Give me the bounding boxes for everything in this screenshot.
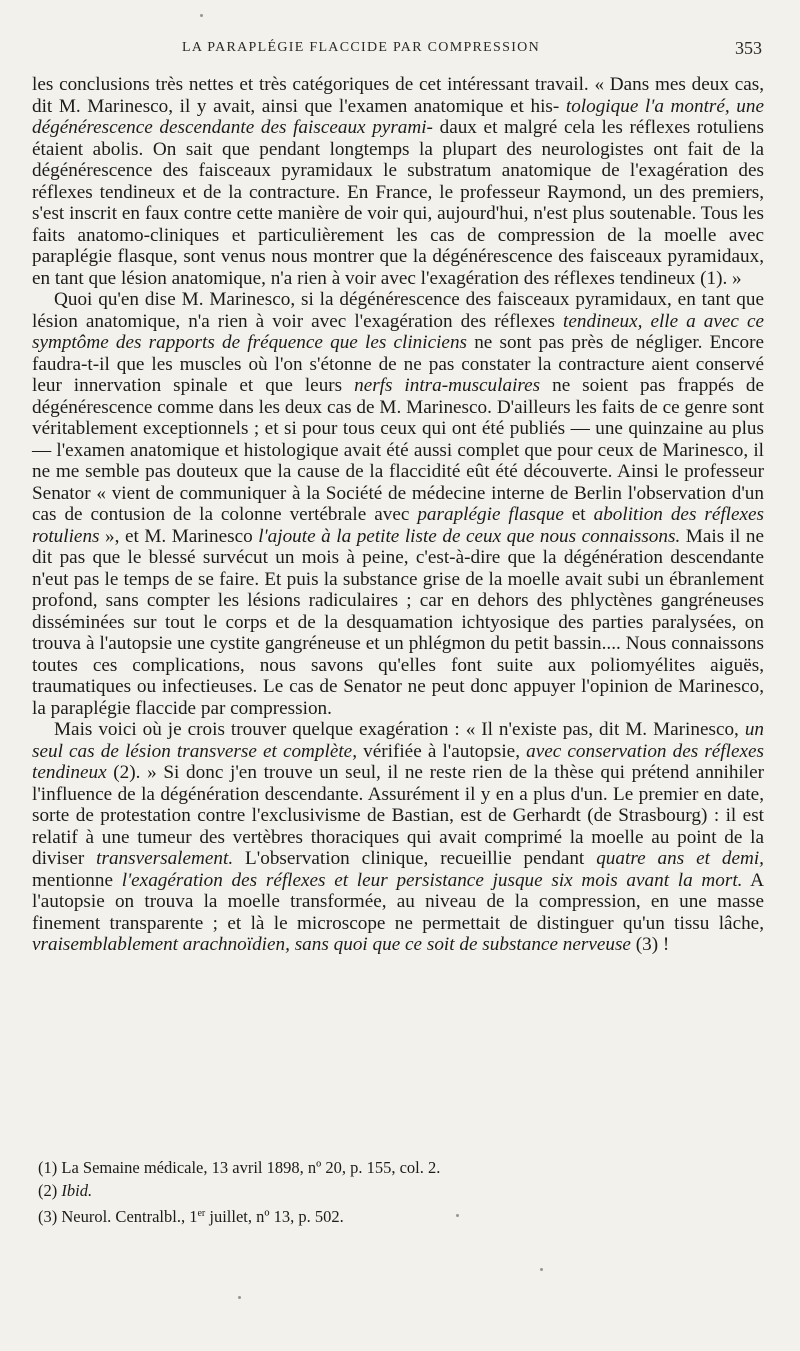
paragraph-2-italic-h: abolition des réflexes rotuliens <box>32 504 765 547</box>
paper-speck <box>238 1296 241 1299</box>
footnote-2-number: (2) <box>38 1181 62 1200</box>
paper-speck <box>540 1268 543 1271</box>
paragraph-2 <box>32 289 764 719</box>
paragraph-3-text-i: mentionne <box>32 869 122 891</box>
paragraph-1-text-c: daux et malgré cela les réflexes rotuliens étaient abolis. On sait que pendant longtemps la plupart des neurologistes ont fait de la dégénérescence des faisceaux pyramidaux le substratum anatomique de l'exagération des réflexes tendineux et de la contracture. En France, le professeur Raymond, un des premiers, s'est inscrit en faux contre cette manière de voir qui, aujourd'hui, n'est plus soutenable. Tous les faits anatomo-cliniques et particulièrement les cas de compression de la moelle avec paraplégie flasque, sont venus nous montrer que la dégénérescence des faisceaux pyramidaux, en tant que lésion anatomique, n'a rien à voir avec l'exagération des réflexes tendineux (1). » <box>32 117 764 289</box>
paragraph-2-italic-b: tendineux, elle a avec ce symptôme des rapports de fréquence que les cliniciens <box>32 310 765 353</box>
paragraph-2-italic-j: l'ajoute à la petite liste de ceux que nous connaissons. <box>258 525 681 547</box>
running-title: LA PARAPLÉGIE FLACCIDE PAR COMPRESSION <box>182 40 540 55</box>
footnote-2-ibid: Ibid. <box>61 1181 93 1200</box>
footnote-3-text-a: (3) Neurol. Centralbl., 1 <box>38 1207 198 1226</box>
paragraph-1 <box>32 74 764 289</box>
running-head <box>32 38 792 62</box>
paragraph-3-text-a: Mais voici où je crois trouver quelque exagération : « Il n'existe pas, dit M. Marinesco, <box>54 719 745 740</box>
paragraph-2-text-i: », et M. Marinesco <box>99 525 259 547</box>
paper-speck <box>456 1214 459 1217</box>
paragraph-2-italic-f: paraplégie flasque <box>417 504 564 525</box>
paragraph-3-italic-l: vraisemblablement arachnoïdien, sans quoi que ce soit de substance nerveuse <box>32 934 631 955</box>
paragraph-3-italic-h: quatre ans et demi, <box>596 848 764 869</box>
paragraph-3-italic-d: avec conservation des réflexes tendineux <box>32 740 764 783</box>
footnotes <box>38 1156 758 1228</box>
paragraph-2-italic-d: nerfs intra-musculaires <box>354 375 541 396</box>
paper-speck <box>200 14 203 17</box>
paragraph-3-text-e: (2). » Si donc j'en trouve un seul, il ne reste rien de la thèse qui prétend annihiler l'influence de la dégénération descendante. Assurément il y en a plus d'un. Le premier en date, sorte de protestation contre l'exclusivisme de Bastian, est de Gerhardt (de Strasbourg) : il est relatif à une tumeur des vertèbres thoraciques qui avait comprimé la moelle au point de la diviser <box>32 762 764 869</box>
footnote-3-superscript: er <box>197 1208 206 1219</box>
paragraph-2-text-e: ne soient pas frappés de dégénérescence comme dans les deux cas de M. Marinesco. D'ailleurs les faits de ce genre sont véritablement exceptionnels ; et si pour tous ceux qui ont été publiés — une quinzaine au plus — l'examen anatomique et histologique avait été aussi complet que pour ceux de Marinesco, il ne me semble pas douteux que la cause de la flaccidité eût été découverte. Ainsi le professeur Senator « vient de communiquer à la Société de médecine interne de Berlin l'observation d'un cas de contusion de la colonne vertébrale avec <box>32 375 764 525</box>
paragraph-2-text-g: et <box>563 504 594 525</box>
paragraph-1-italic-b: tologique l'a montré, une dégénérescence descendante des faisceaux pyrami- <box>32 95 764 138</box>
paragraph-3-italic-b: un seul cas de lésion transverse et complète, <box>32 719 764 762</box>
footnote-2 <box>38 1179 758 1202</box>
paragraph-2-text-k: Mais il ne dit pas que le blessé survécut un mois à peine, c'est-à-dire que la dégénération descendante n'eut pas le temps de se faire. Et puis la substance grise de la moelle avait subi un ébranlement profond, sans compter les lésions radiculaires ; car en dehors des phlyctènes gangréneuses disséminées sur tout le corps et de la desquamation ichtyosique des parties paralysées, on trouva à l'autopsie une cystite gangréneuse et un phlégmon du petit bassin.... Nous connaissons toutes ces complications, nous savons qu'elles font suite aux poliomyélites aiguës, traumatiques ou infectieuses. Le cas de Senator ne peut donc appuyer l'opinion de Marinesco, la paraplégie flaccide par compression. <box>32 525 764 719</box>
paragraph-3-text-g: L'observation clinique, recueillie pendant <box>233 848 597 869</box>
page-number: 353 <box>735 38 762 58</box>
paragraph-3-text-m: (3) ! <box>630 934 670 955</box>
footnote-3 <box>38 1202 758 1228</box>
paragraph-1-text-a: les conclusions très nettes et très catégoriques de cet intéressant travail. « Dans mes deux cas, dit M. Marinesco, il y avait, ainsi que l'examen anatomique et his- <box>32 74 764 117</box>
paragraph-3-text-c: vérifiée à l'autopsie, <box>357 740 527 762</box>
footnote-3-text-b: juillet, nº 13, p. 502. <box>205 1207 344 1226</box>
footnote-1: (1) La Semaine médicale, 13 avril 1898, nº 20, p. 155, col. 2. <box>38 1158 441 1177</box>
paragraph-2-text-a: Quoi qu'en dise M. Marinesco, si la dégénérescence des faisceaux pyramidaux, en tant que lésion anatomique, n'a rien à voir avec l'exagération des réflexes <box>32 289 764 332</box>
paragraph-3-italic-f: transversalement. <box>96 848 234 869</box>
paragraph-3-italic-j: l'exagération des réflexes et leur persistance jusque six mois avant la mort. <box>121 869 743 891</box>
paragraph-2-text-c: ne sont pas près de négliger. Encore faudra-t-il que les muscles où l'on s'étonne de ne pas constater la contracture aient conservé leur innervation spinale et que leurs <box>32 332 764 396</box>
paragraph-3-text-k: A l'autopsie on trouva la moelle transformée, au niveau de la compression, en une masse finement transparente ; et là le microscope ne permettait de distinguer qu'un tissu lâche, <box>32 869 764 934</box>
paragraph-3 <box>32 719 764 956</box>
body-text <box>32 74 764 956</box>
